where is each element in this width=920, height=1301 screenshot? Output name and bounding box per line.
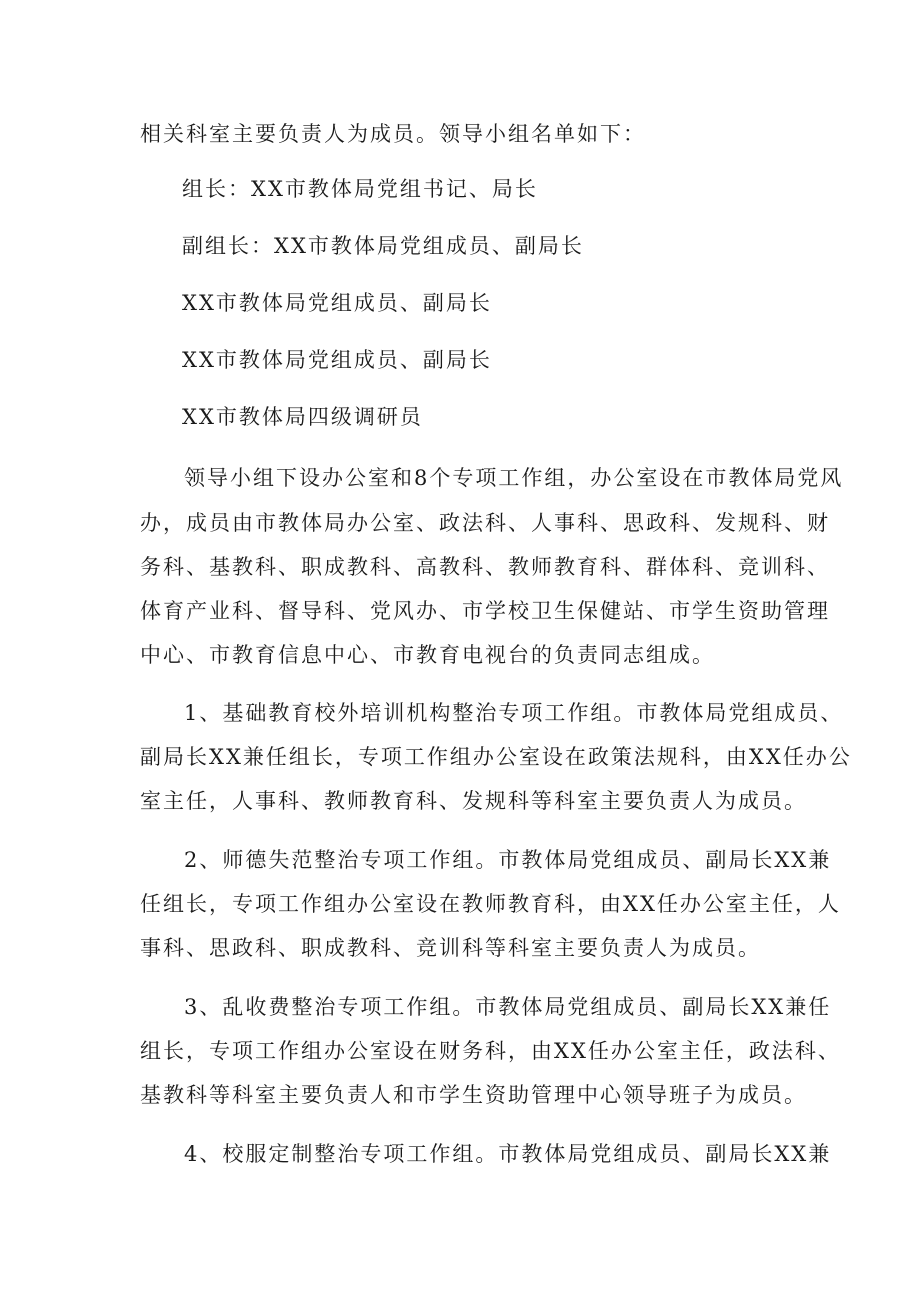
text-line: 副组长：XX市教体局党组成员、副局长 [182,234,584,258]
text-line: 3、乱收费整治专项工作组。市教体局党组成员、副局长XX兼任 [184,995,832,1019]
text-line: 事科、思政科、职成教科、竞训科等科室主要负责人为成员。 [140,936,761,960]
text-line: 室主任，人事科、教师教育科、发规科等科室主要负责人为成员。 [140,789,807,813]
text-line: XX市教体局党组成员、副局长 [182,291,492,315]
text-line: XX市教体局党组成员、副局长 [182,348,492,372]
text-line: 任组长，专项工作组办公室设在教师教育科，由XX任办公室主任，人 [140,892,841,916]
text-line: 相关科室主要负责人为成员。领导小组名单如下： [140,122,646,146]
text-line: 1、基础教育校外培训机构整治专项工作组。市教体局党组成员、 [184,701,844,725]
text-line: 体育产业科、督导科、党风办、市学校卫生保健站、市学生资助管理 [140,599,830,623]
text-line: XX市教体局四级调研员 [182,405,423,429]
text-line: 组长：XX市教体局党组书记、局长 [182,177,538,201]
text-line: 组长，专项工作组办公室设在财务科，由XX任办公室主任，政法科、 [140,1039,841,1063]
text-line: 2、师德失范整治专项工作组。市教体局党组成员、副局长XX兼 [184,848,832,872]
text-line: 4、校服定制整治专项工作组。市教体局党组成员、副局长XX兼 [184,1142,832,1166]
text-line: 副局长XX兼任组长，专项工作组办公室设在政策法规科，由XX任办公 [140,745,852,769]
text-line: 办，成员由市教体局办公室、政法科、人事科、思政科、发规科、财 [140,511,830,535]
text-line: 中心、市教育信息中心、市教育电视台的负责同志组成。 [140,643,715,667]
text-line: 务科、基教科、职成教科、高教科、教师教育科、群体科、竞训科、 [140,555,830,579]
text-line: 基教科等科室主要负责人和市学生资助管理中心领导班子为成员。 [140,1083,807,1107]
text-line: 领导小组下设办公室和8个专项工作组，办公室设在市教体局党风 [184,466,844,490]
